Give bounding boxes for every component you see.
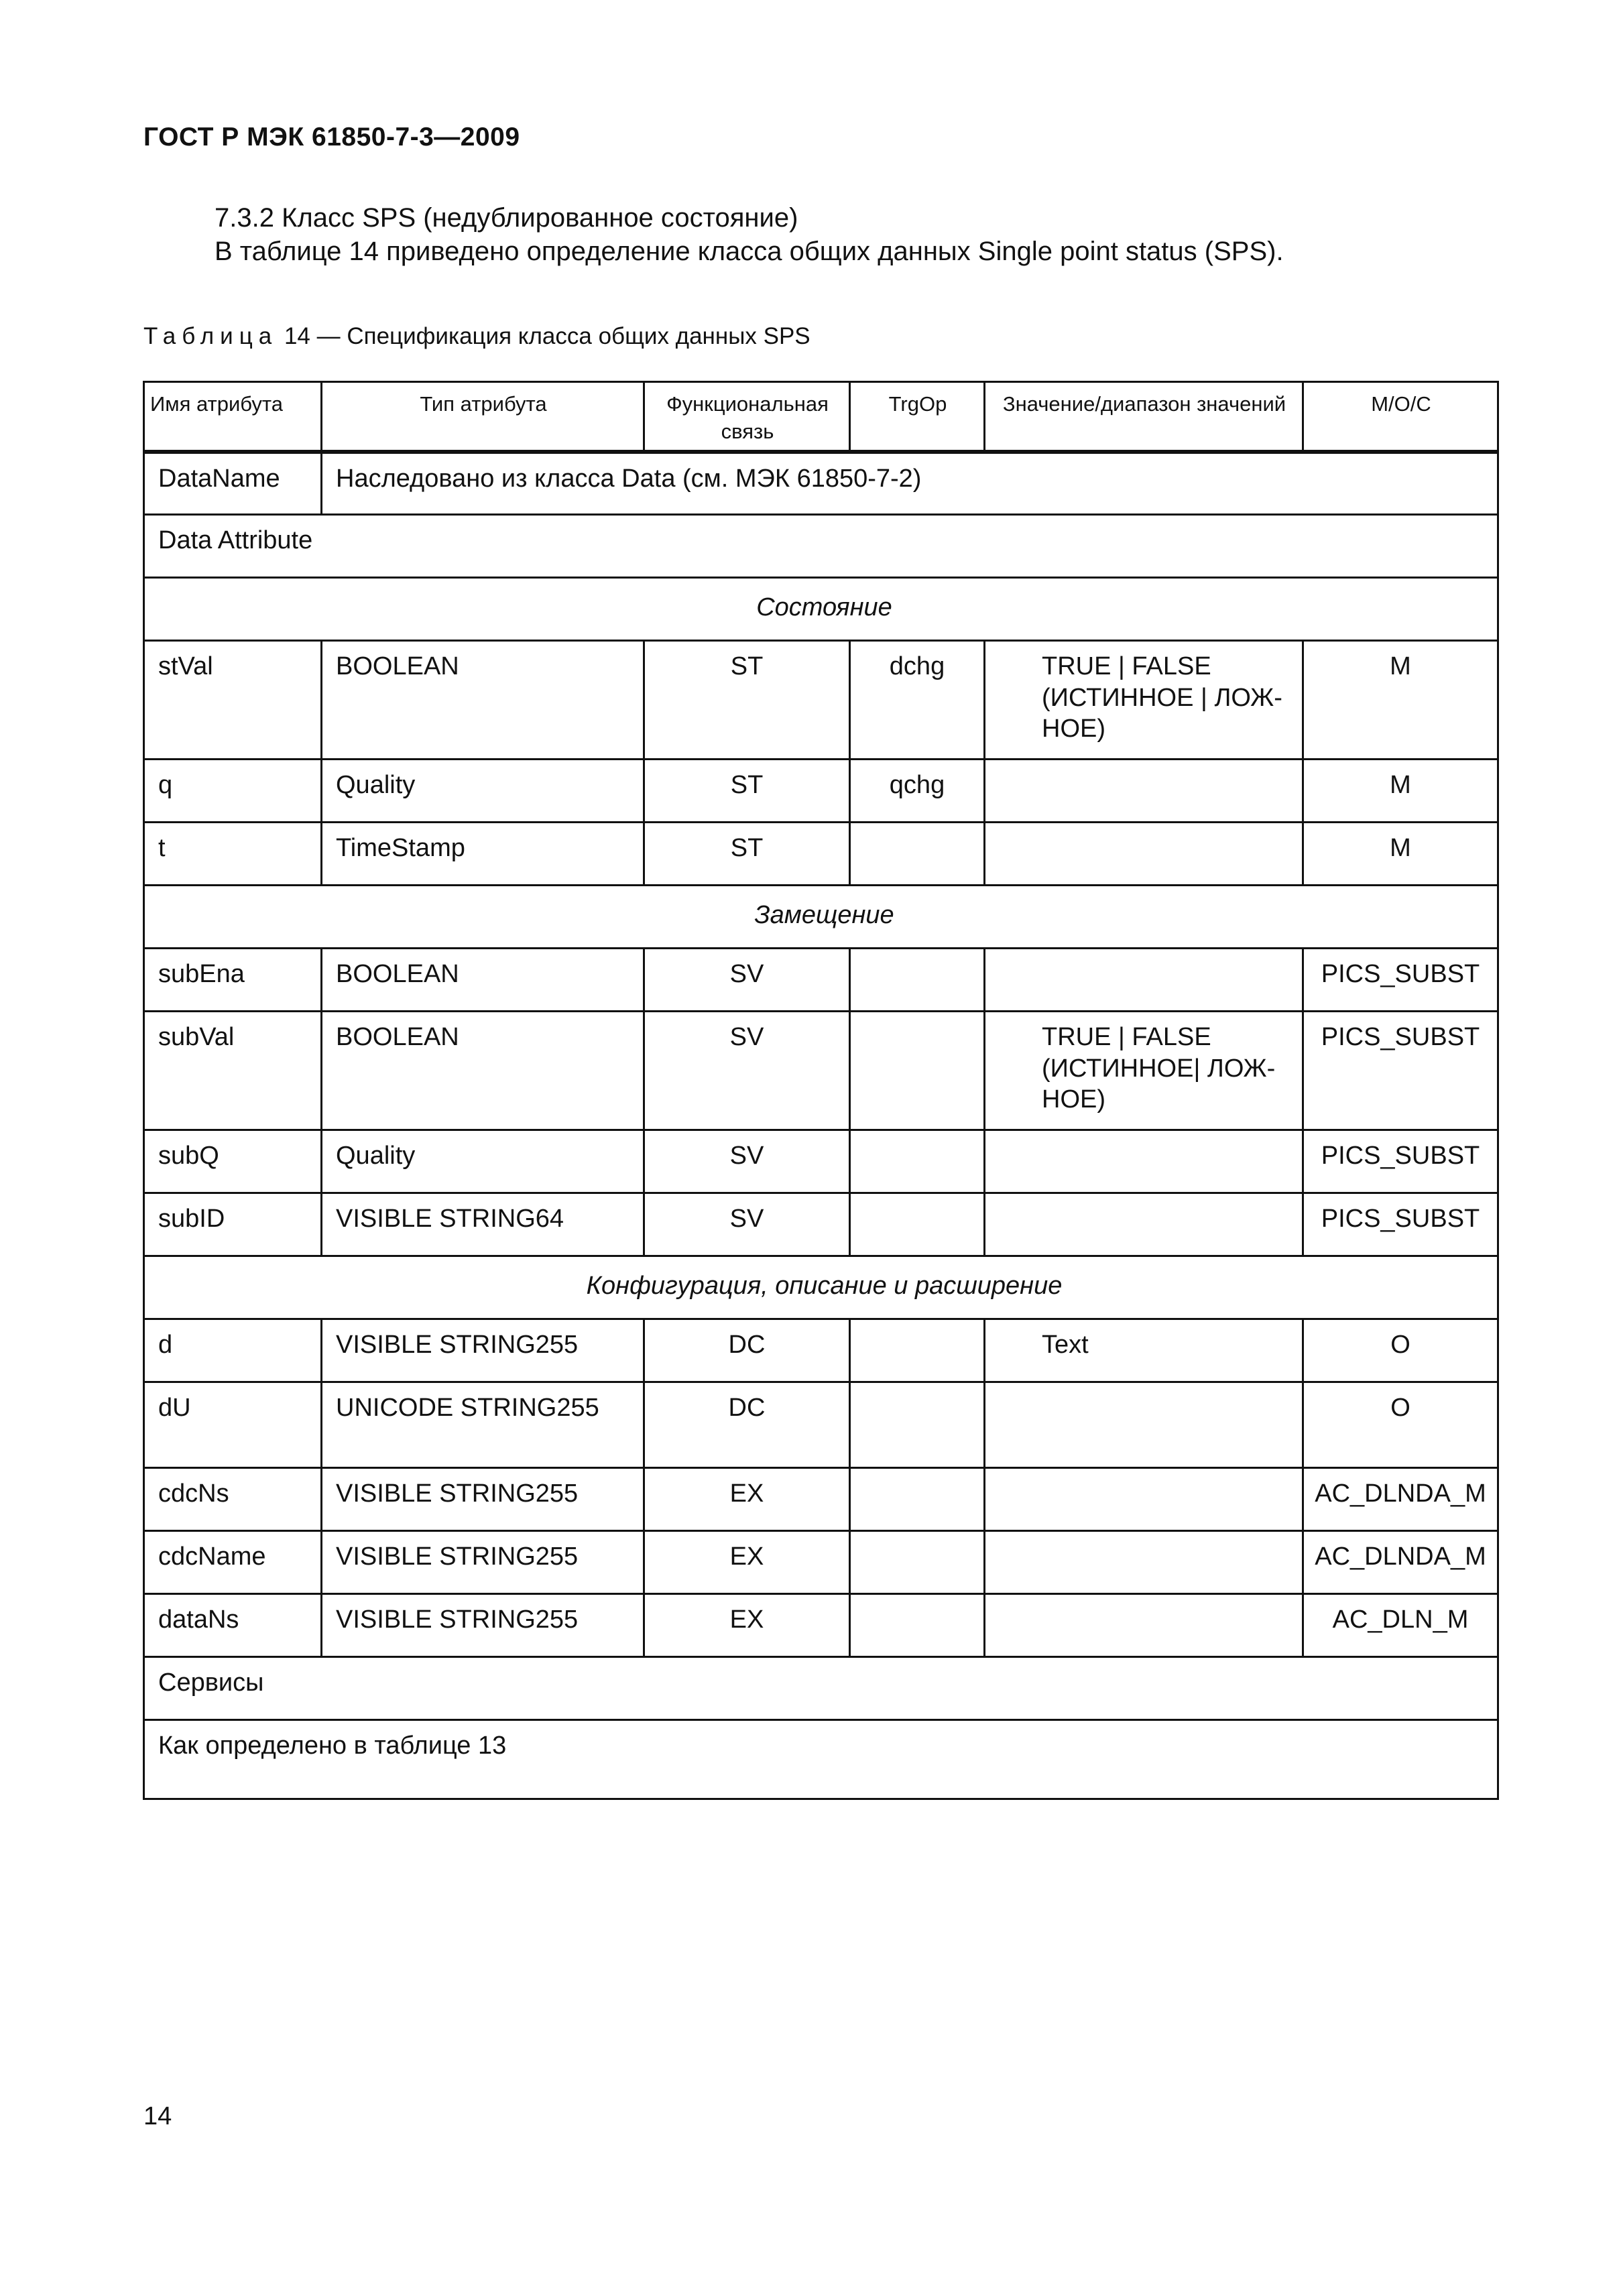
trgop-cell bbox=[850, 823, 985, 886]
services-label: Сервисы bbox=[144, 1657, 1498, 1720]
table-caption bbox=[143, 323, 810, 350]
attribute-row bbox=[144, 760, 1498, 823]
table-caption-text: 14 — Спецификация класса общих данных SPS bbox=[284, 323, 810, 349]
value-range-cell bbox=[985, 823, 1303, 886]
trgop-cell bbox=[850, 1531, 985, 1594]
attribute-row bbox=[144, 1382, 1498, 1468]
functional-constraint-cell: DC bbox=[644, 1382, 850, 1468]
moc-cell: PICS_SUBST bbox=[1303, 1193, 1498, 1256]
header-attribute-name: Имя атрибута bbox=[144, 382, 322, 452]
table-caption-lead: Таблица bbox=[143, 323, 278, 349]
attribute-name-cell: dU bbox=[144, 1382, 322, 1468]
services-text-row bbox=[144, 1720, 1498, 1799]
functional-constraint-cell: ST bbox=[644, 760, 850, 823]
trgop-cell bbox=[850, 1594, 985, 1657]
attribute-type-cell: BOOLEAN bbox=[322, 949, 644, 1012]
attribute-name-cell: q bbox=[144, 760, 322, 823]
moc-cell: M bbox=[1303, 823, 1498, 886]
attribute-name-cell: subEna bbox=[144, 949, 322, 1012]
functional-constraint-cell: SV bbox=[644, 949, 850, 1012]
attribute-type-cell: VISIBLE STRING64 bbox=[322, 1193, 644, 1256]
attribute-row bbox=[144, 641, 1498, 760]
attribute-row bbox=[144, 1594, 1498, 1657]
trgop-cell bbox=[850, 1468, 985, 1531]
functional-constraint-cell: SV bbox=[644, 1193, 850, 1256]
functional-constraint-cell: EX bbox=[644, 1531, 850, 1594]
page-number: 14 bbox=[143, 2102, 172, 2130]
trgop-cell: qchg bbox=[850, 760, 985, 823]
value-range-cell bbox=[985, 1468, 1303, 1531]
trgop-cell bbox=[850, 1130, 985, 1193]
moc-cell: PICS_SUBST bbox=[1303, 1012, 1498, 1130]
group-header-row bbox=[144, 886, 1498, 949]
functional-constraint-cell: ST bbox=[644, 823, 850, 886]
data-name-row bbox=[144, 452, 1498, 515]
attribute-type-cell: Quality bbox=[322, 1130, 644, 1193]
data-attribute-row bbox=[144, 515, 1498, 578]
moc-cell: M bbox=[1303, 641, 1498, 760]
section-text: В таблице 14 приведено определение класса общих данных Single point status (SPS). bbox=[215, 237, 1284, 266]
value-range-cell: TRUE | FALSE (ИСТИННОЕ| ЛОЖ-НОЕ) bbox=[985, 1012, 1303, 1130]
attribute-type-cell: BOOLEAN bbox=[322, 1012, 644, 1130]
trgop-cell bbox=[850, 1193, 985, 1256]
attribute-type-cell: VISIBLE STRING255 bbox=[322, 1594, 644, 1657]
attribute-row bbox=[144, 1012, 1498, 1130]
moc-cell: O bbox=[1303, 1382, 1498, 1468]
group-title: Замещение bbox=[144, 886, 1498, 949]
trgop-cell: dchg bbox=[850, 641, 985, 760]
functional-constraint-cell: DC bbox=[644, 1319, 850, 1382]
header-trgop: TrgOp bbox=[850, 382, 985, 452]
attribute-row bbox=[144, 823, 1498, 886]
moc-cell: O bbox=[1303, 1319, 1498, 1382]
value-range-cell bbox=[985, 1130, 1303, 1193]
value-range-cell bbox=[985, 1382, 1303, 1468]
sps-spec-table bbox=[143, 381, 1499, 1800]
value-range-cell: TRUE | FALSE (ИСТИННОЕ | ЛОЖ-НОЕ) bbox=[985, 641, 1303, 760]
moc-cell: AC_DLNDA_M bbox=[1303, 1531, 1498, 1594]
functional-constraint-cell: SV bbox=[644, 1130, 850, 1193]
functional-constraint-cell: ST bbox=[644, 641, 850, 760]
attribute-row bbox=[144, 1130, 1498, 1193]
attribute-row bbox=[144, 1319, 1498, 1382]
moc-cell: PICS_SUBST bbox=[1303, 1130, 1498, 1193]
group-title: Состояние bbox=[144, 578, 1498, 641]
attribute-row bbox=[144, 1531, 1498, 1594]
attribute-name-cell: subVal bbox=[144, 1012, 322, 1130]
header-functional-constraint: Функциональная связь bbox=[644, 382, 850, 452]
attribute-type-cell: Quality bbox=[322, 760, 644, 823]
attribute-row bbox=[144, 949, 1498, 1012]
group-title: Конфигурация, описание и расширение bbox=[144, 1256, 1498, 1319]
attribute-name-cell: stVal bbox=[144, 641, 322, 760]
attribute-type-cell: VISIBLE STRING255 bbox=[322, 1468, 644, 1531]
attribute-type-cell: TimeStamp bbox=[322, 823, 644, 886]
functional-constraint-cell: EX bbox=[644, 1468, 850, 1531]
table-tail bbox=[144, 1657, 1498, 1799]
value-range-cell: Text bbox=[985, 1319, 1303, 1382]
table-header-row bbox=[144, 382, 1498, 452]
header-moc: M/O/C bbox=[1303, 382, 1498, 452]
attribute-type-cell: VISIBLE STRING255 bbox=[322, 1319, 644, 1382]
value-range-cell bbox=[985, 1193, 1303, 1256]
group-header-row bbox=[144, 1256, 1498, 1319]
section-heading: 7.3.2 Класс SPS (недублированное состояние) bbox=[215, 203, 798, 233]
data-name-inherited-text: Наследовано из класса Data (см. МЭК 61850-7-2) bbox=[322, 452, 1498, 515]
moc-cell: AC_DLNDA_M bbox=[1303, 1468, 1498, 1531]
attribute-type-cell: UNICODE STRING255 bbox=[322, 1382, 644, 1468]
data-name-cell: DataName bbox=[144, 452, 322, 515]
trgop-cell bbox=[850, 1012, 985, 1130]
attribute-name-cell: t bbox=[144, 823, 322, 886]
value-range-cell bbox=[985, 760, 1303, 823]
attribute-name-cell: subID bbox=[144, 1193, 322, 1256]
attribute-type-cell: BOOLEAN bbox=[322, 641, 644, 760]
value-range-cell bbox=[985, 1594, 1303, 1657]
services-row bbox=[144, 1657, 1498, 1720]
attribute-name-cell: cdcNs bbox=[144, 1468, 322, 1531]
document-code: ГОСТ Р МЭК 61850-7-3—2009 bbox=[143, 123, 520, 152]
trgop-cell bbox=[850, 949, 985, 1012]
header-value-range: Значение/диапазон значений bbox=[985, 382, 1303, 452]
attribute-name-cell: cdcName bbox=[144, 1531, 322, 1594]
attribute-type-cell: VISIBLE STRING255 bbox=[322, 1531, 644, 1594]
header-attribute-type: Тип атрибута bbox=[322, 382, 644, 452]
data-attribute-label: Data Attribute bbox=[144, 515, 1498, 578]
value-range-cell bbox=[985, 1531, 1303, 1594]
attribute-row bbox=[144, 1193, 1498, 1256]
attribute-name-cell: dataNs bbox=[144, 1594, 322, 1657]
table-body bbox=[144, 452, 1498, 1657]
attribute-row bbox=[144, 1468, 1498, 1531]
moc-cell: AC_DLN_M bbox=[1303, 1594, 1498, 1657]
functional-constraint-cell: SV bbox=[644, 1012, 850, 1130]
attribute-name-cell: subQ bbox=[144, 1130, 322, 1193]
functional-constraint-cell: EX bbox=[644, 1594, 850, 1657]
moc-cell: M bbox=[1303, 760, 1498, 823]
trgop-cell bbox=[850, 1319, 985, 1382]
trgop-cell bbox=[850, 1382, 985, 1468]
group-header-row bbox=[144, 578, 1498, 641]
attribute-name-cell: d bbox=[144, 1319, 322, 1382]
moc-cell: PICS_SUBST bbox=[1303, 949, 1498, 1012]
services-text: Как определено в таблице 13 bbox=[144, 1720, 1498, 1799]
value-range-cell bbox=[985, 949, 1303, 1012]
